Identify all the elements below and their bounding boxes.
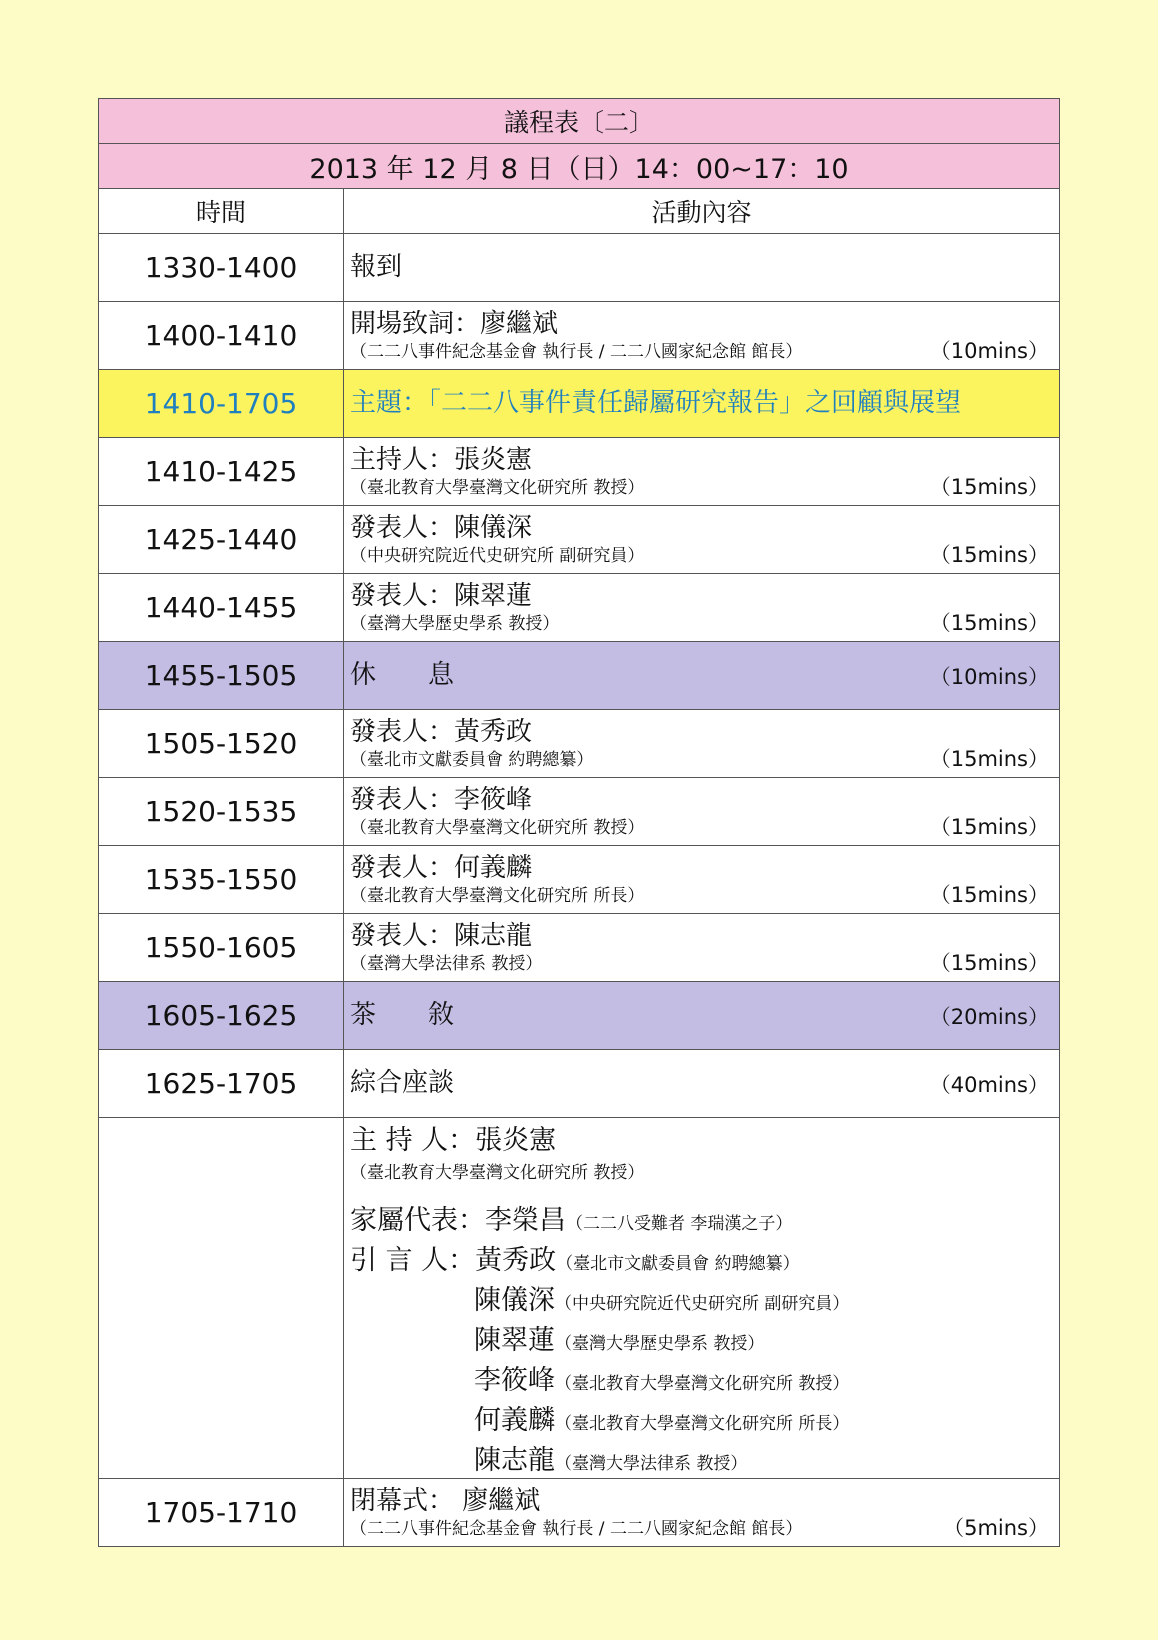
row-duration: （15mins）: [929, 747, 1049, 771]
row-duration: （15mins）: [929, 543, 1049, 567]
row-duration: （15mins）: [929, 475, 1049, 499]
row-duration: （15mins）: [929, 883, 1049, 907]
closing-sub: （二二八事件紀念基金會 執行長 / 二二八國家紀念館 館長）: [350, 1519, 803, 1539]
row-main-text: 主題：「二二八事件責任歸屬研究報告」之回顧與展望: [350, 388, 962, 418]
row-main-text: 發表人：陳翠蓮: [350, 581, 533, 611]
agenda-row: [99, 574, 1060, 642]
row-sub-text: （臺北教育大學臺灣文化研究所 教授）: [350, 818, 645, 838]
row-activity: [344, 982, 1060, 1050]
row-main-text: 開場致詞：廖繼斌: [350, 309, 559, 339]
panel-speaker-affil: （臺灣大學歷史學系 教授）: [555, 1334, 765, 1354]
agenda-row: [99, 982, 1060, 1050]
panel-speaker-line: [350, 1278, 1053, 1318]
row-main-text: 主持人：張炎憲: [350, 445, 533, 475]
panel-moderator: 主 持 人：張炎憲: [350, 1125, 557, 1156]
row-time: 1330-1400: [99, 234, 344, 302]
panel-speaker-name: 黃秀政: [475, 1245, 557, 1276]
row-activity: [344, 438, 1060, 506]
panel-moderator-affil: （臺北教育大學臺灣文化研究所 教授）: [350, 1163, 645, 1183]
header-time: 時間: [99, 189, 344, 234]
agenda-row: [99, 710, 1060, 778]
panel-speaker-affil: （臺北教育大學臺灣文化研究所 所長）: [555, 1414, 850, 1434]
panel-family-line: [350, 1198, 1053, 1238]
panel-family: 家屬代表：李榮昌: [350, 1205, 566, 1236]
panel-speaker-name: 陳翠蓮: [474, 1325, 555, 1356]
row-activity: [344, 642, 1060, 710]
panel-speaker-name: 陳志龍: [474, 1445, 555, 1476]
row-time: 1520-1535: [99, 778, 344, 846]
row-sub-text: （中央研究院近代史研究所 副研究員）: [350, 546, 645, 566]
panel-speaker-affil: （臺北教育大學臺灣文化研究所 教授）: [555, 1374, 850, 1394]
row-main-text: 發表人：黃秀政: [350, 717, 533, 747]
row-sub-text: （臺北教育大學臺灣文化研究所 教授）: [350, 478, 645, 498]
panel-speaker-line: [350, 1238, 1053, 1278]
agenda-row: [99, 1050, 1060, 1118]
panel-speaker-line: [350, 1438, 1053, 1478]
row-activity: [344, 710, 1060, 778]
row-duration: （10mins）: [929, 339, 1049, 363]
row-duration: （20mins）: [929, 1004, 1049, 1029]
row-activity: [344, 914, 1060, 982]
row-main-text: 發表人：何義麟: [350, 853, 533, 883]
agenda-row: [99, 438, 1060, 506]
closing-time: 1705-1710: [99, 1479, 344, 1547]
row-time: 1625-1705: [99, 1050, 344, 1118]
row-time: 1455-1505: [99, 642, 344, 710]
row-time: 1440-1455: [99, 574, 344, 642]
panel-speaker-line: [350, 1398, 1053, 1438]
row-time: 1400-1410: [99, 302, 344, 370]
row-sub-text: （臺北市文獻委員會 約聘總纂）: [350, 750, 594, 770]
closing-row: [99, 1479, 1060, 1547]
panel-speaker-line: [350, 1318, 1053, 1358]
row-sub-text: （二二八事件紀念基金會 執行長 / 二二八國家紀念館 館長）: [350, 342, 803, 362]
row-time: 1605-1625: [99, 982, 344, 1050]
row-duration: （15mins）: [929, 611, 1049, 635]
closing-duration: （5mins）: [943, 1516, 1049, 1540]
panel-moderator-label-line: [350, 1118, 1053, 1158]
agenda-row: [99, 234, 1060, 302]
row-activity: [344, 778, 1060, 846]
row-activity: [344, 234, 1060, 302]
panel-intro-label: 引 言 人：: [350, 1245, 476, 1276]
row-sub-text: （臺北教育大學臺灣文化研究所 所長）: [350, 886, 645, 906]
closing-main: 閉幕式： 廖繼斌: [350, 1486, 541, 1516]
row-time: 1410-1425: [99, 438, 344, 506]
agenda-table: [98, 98, 1060, 1547]
agenda-date: 2013 年 12 月 8 日（日）14：00~17：10: [99, 144, 1060, 189]
panel-speaker-affil: （中央研究院近代史研究所 副研究員）: [555, 1294, 850, 1314]
row-main-text: 茶 敘: [350, 1000, 455, 1030]
row-duration: （15mins）: [929, 815, 1049, 839]
panel-speaker-affil: （臺灣大學法律系 教授）: [555, 1454, 748, 1474]
row-time: 1550-1605: [99, 914, 344, 982]
agenda-row: [99, 914, 1060, 982]
row-time: 1535-1550: [99, 846, 344, 914]
row-activity: [344, 846, 1060, 914]
agenda-row: [99, 642, 1060, 710]
panel-time-cell: [99, 1118, 344, 1479]
row-duration: （15mins）: [929, 951, 1049, 975]
panel-speaker-line: [350, 1358, 1053, 1398]
agenda-row: [99, 506, 1060, 574]
row-duration: （40mins）: [929, 1072, 1049, 1097]
row-sub-text: （臺灣大學歷史學系 教授）: [350, 614, 560, 634]
row-activity: [344, 574, 1060, 642]
agenda-title: 議程表〔二〕: [99, 99, 1060, 144]
row-time: 1410-1705: [99, 370, 344, 438]
row-main-text: 發表人：李筱峰: [350, 785, 533, 815]
panel-speaker-name: 陳儀深: [474, 1285, 555, 1316]
panel-row: [99, 1118, 1060, 1479]
panel-speaker-name: 何義麟: [474, 1405, 555, 1436]
panel-family-affil: （二二八受難者 李瑞漢之子）: [566, 1214, 793, 1234]
row-activity: [344, 302, 1060, 370]
row-time: 1505-1520: [99, 710, 344, 778]
row-activity: [344, 1050, 1060, 1118]
row-activity: [344, 506, 1060, 574]
agenda-row: [99, 846, 1060, 914]
agenda-row: [99, 778, 1060, 846]
closing-activity: [344, 1479, 1060, 1547]
agenda-row: [99, 302, 1060, 370]
row-main-text: 發表人：陳志龍: [350, 921, 533, 951]
row-main-text: 發表人：陳儀深: [350, 513, 533, 543]
row-duration: （10mins）: [929, 664, 1049, 689]
panel-speaker-name: 李筱峰: [474, 1365, 555, 1396]
row-sub-text: （臺灣大學法律系 教授）: [350, 954, 543, 974]
row-activity: [344, 370, 1060, 438]
panel-moderator-affil-line: [350, 1158, 1053, 1198]
row-main-text: 綜合座談: [350, 1068, 455, 1098]
panel-speaker-affil: （臺北市文獻委員會 約聘總纂）: [556, 1254, 800, 1274]
header-activity: 活動內容: [344, 189, 1060, 234]
row-time: 1425-1440: [99, 506, 344, 574]
agenda-row: [99, 370, 1060, 438]
row-main-text: 休 息: [350, 660, 455, 690]
row-main-text: 報到: [350, 252, 403, 282]
panel-details: [344, 1118, 1060, 1479]
